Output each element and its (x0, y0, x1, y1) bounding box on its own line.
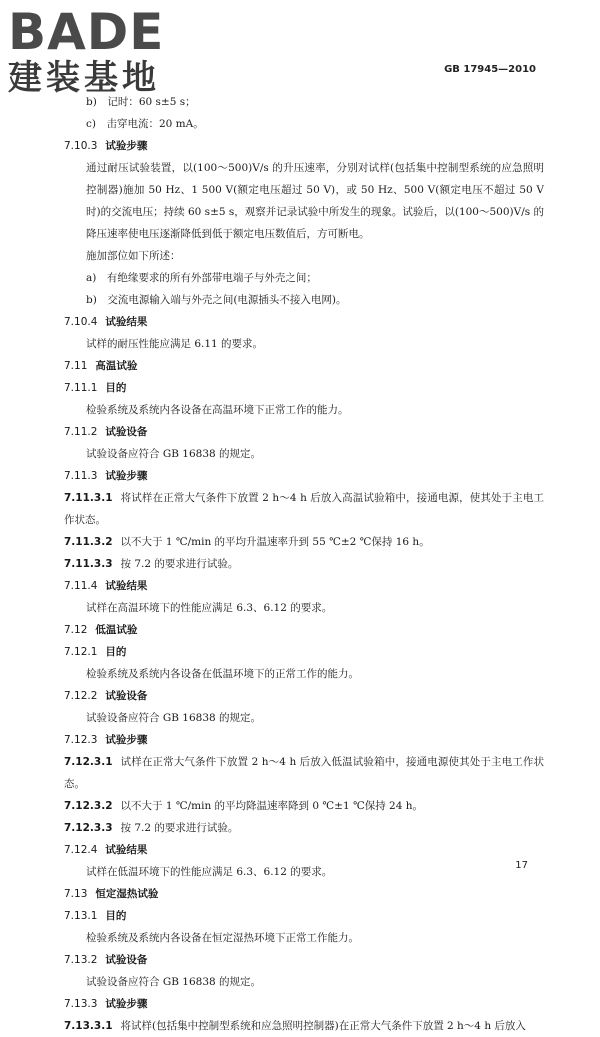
section-heading: 7.13.2 试验设备 (64, 954, 148, 966)
paragraph: 试样的耐压性能应满足 6.11 的要求。 (86, 338, 264, 350)
page-number: 17 (515, 860, 528, 871)
clause: 7.12.3.1 试样在正常大气条件下放置 2 h～4 h 后放入低温试验箱中，接通电源使其处于主电工作状态。 (64, 756, 544, 790)
clause: 7.11.3.3 按 7.2 的要求进行试验。 (64, 558, 239, 570)
list-item: b) 交流电源输入端与外壳之间(电源插头不接入电网)。 (86, 294, 347, 306)
paragraph: 检验系统及系统内各设备在恒定湿热环境下正常工作能力。 (86, 932, 359, 944)
paragraph: 试验设备应符合 GB 16838 的规定。 (86, 448, 262, 460)
list-item: a) 有绝缘要求的所有外部带电端子与外壳之间； (86, 272, 317, 284)
section-heading: 7.11.4 试验结果 (64, 580, 148, 592)
standard-code: GB 17945—2010 (444, 64, 536, 75)
list-item: b) 记时：60 s±5 s； (86, 96, 196, 108)
section-heading: 7.13.3 试验步骤 (64, 998, 148, 1010)
clause: 7.13.3.1 将试样(包括集中控制型系统和应急照明控制器)在正常大气条件下放置 2 h～4 h 后放入 (64, 1020, 526, 1032)
section-heading: 7.10.3 试验步骤 (64, 140, 148, 152)
document-body (64, 91, 544, 1037)
section-heading: 7.13.1 目的 (64, 910, 127, 922)
section-heading: 7.12.1 目的 (64, 646, 127, 658)
section-heading: 7.11.1 目的 (64, 382, 127, 394)
section-heading: 7.12.3 试验步骤 (64, 734, 148, 746)
paragraph: 通过耐压试验装置，以(100～500)V/s 的升压速率，分别对试样(包括集中控制型系统的应急照明控制器)施加 50 Hz、1 500 V(额定电压超过 50 V)，或 50 Hz、500 V(额定电压不超过 50 V 时)的交流电压；持续 60 s±5 s，观察并记录试验中所发生的现象。试验后，以(100～500)V/s 的降压速率使电压逐渐降低到低于额定电压数值后，方可断电。 (86, 162, 544, 240)
section-heading: 7.13 恒定湿热试验 (64, 888, 159, 900)
paragraph: 施加部位如下所述： (86, 250, 181, 262)
paragraph: 试样在低温环境下的性能应满足 6.3、6.12 的要求。 (86, 866, 333, 878)
paragraph: 试验设备应符合 GB 16838 的规定。 (86, 712, 262, 724)
clause: 7.11.3.2 以不大于 1 ℃/min 的平均升温速率升到 55 ℃±2 ℃保持 16 h。 (64, 536, 430, 548)
list-item: c) 击穿电流：20 mA。 (86, 118, 204, 130)
paragraph: 检验系统及系统内各设备在低温环境下的正常工作的能力。 (86, 668, 359, 680)
paragraph: 试验设备应符合 GB 16838 的规定。 (86, 976, 262, 988)
site-logo (8, 3, 180, 98)
section-heading: 7.10.4 试验结果 (64, 316, 148, 328)
section-heading: 7.11.3 试验步骤 (64, 470, 148, 482)
section-heading: 7.12.4 试验结果 (64, 844, 148, 856)
section-heading: 7.12 低温试验 (64, 624, 138, 636)
section-heading: 7.12.2 试验设备 (64, 690, 148, 702)
section-heading: 7.11.2 试验设备 (64, 426, 148, 438)
clause: 7.11.3.1 将试样在正常大气条件下放置 2 h～4 h 后放入高温试验箱中，接通电源，使其处于主电工作状态。 (64, 492, 544, 526)
paragraph: 检验系统及系统内各设备在高温环境下正常工作的能力。 (86, 404, 349, 416)
logo-chinese-text: 建装基地 (8, 58, 160, 98)
clause: 7.12.3.2 以不大于 1 ℃/min 的平均降温速率降到 0 ℃±1 ℃保持 24 h。 (64, 800, 424, 812)
logo-wordmark: BADE (8, 3, 165, 61)
clause: 7.12.3.3 按 7.2 的要求进行试验。 (64, 822, 239, 834)
paragraph: 试样在高温环境下的性能应满足 6.3、6.12 的要求。 (86, 602, 333, 614)
section-heading: 7.11 高温试验 (64, 360, 138, 372)
